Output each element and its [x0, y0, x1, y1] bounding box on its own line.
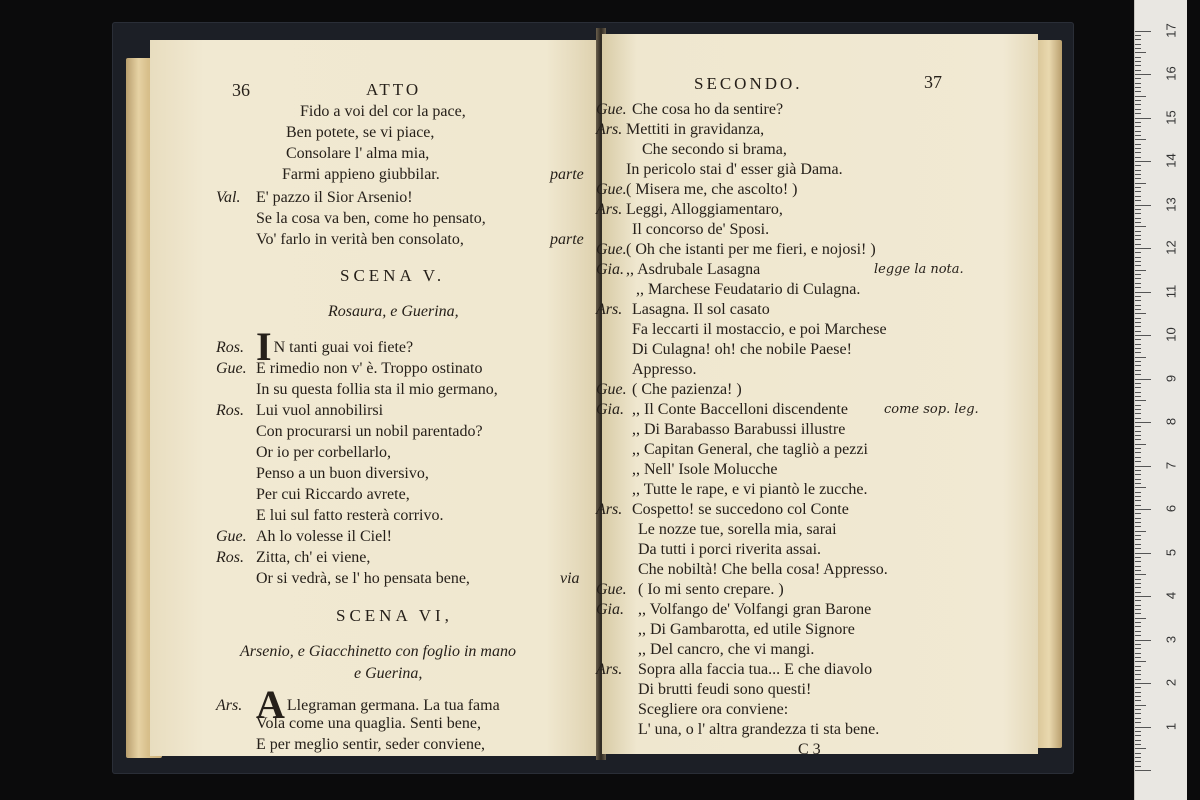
ruler-tick [1135, 261, 1141, 262]
ruler-number: 12 [1163, 240, 1179, 255]
ruler-tick [1135, 331, 1141, 332]
ruler-tick [1135, 196, 1141, 197]
running-head: ATTO [366, 80, 422, 99]
verse-line: In pericolo stai d' esser già Dama. [626, 161, 843, 178]
ruler-number: 9 [1163, 374, 1179, 382]
ruler-tick [1135, 374, 1141, 375]
ruler-tick [1135, 313, 1146, 314]
verse-line: Scegliere ora conviene: [638, 701, 789, 718]
ruler-tick [1135, 548, 1141, 549]
ruler-tick [1135, 257, 1141, 258]
ruler-tick [1135, 344, 1141, 345]
verse-line: Consolare l' alma mia, [286, 145, 430, 162]
ruler-tick [1135, 452, 1141, 453]
ruler-number: 14 [1163, 153, 1179, 168]
verse-line: ,, Marchese Feudatario di Culagna. [636, 281, 861, 298]
ruler-tick [1135, 487, 1146, 488]
ruler-tick [1135, 387, 1141, 388]
ruler-tick [1135, 766, 1141, 767]
ruler-tick [1135, 65, 1141, 66]
ruler-tick [1135, 592, 1141, 593]
ruler-tick [1135, 600, 1141, 601]
ruler-tick [1135, 435, 1141, 436]
ruler-tick [1135, 718, 1141, 719]
ruler-tick [1135, 713, 1141, 714]
ruler-tick [1135, 209, 1141, 210]
ruler-tick [1135, 44, 1141, 45]
ruler-tick [1135, 461, 1141, 462]
verse-line: ,, Asdrubale Lasagna [626, 261, 761, 278]
ruler-tick [1135, 318, 1141, 319]
ruler-tick [1135, 165, 1141, 166]
ruler-tick [1135, 287, 1141, 288]
ruler-number: 8 [1163, 417, 1179, 426]
ruler-tick [1135, 139, 1146, 140]
ruler-number: 11 [1163, 284, 1179, 298]
ruler-tick [1135, 222, 1141, 223]
ruler-tick [1135, 631, 1141, 632]
ruler-tick [1135, 152, 1141, 153]
speaker-label: Ars. [596, 121, 623, 138]
ruler-tick [1135, 492, 1141, 493]
ruler-number: 3 [1163, 635, 1179, 643]
ruler-tick [1135, 596, 1151, 597]
ruler-tick [1135, 500, 1141, 501]
ruler-tick [1135, 91, 1141, 92]
verse-line: ( Misera me, che ascolto! ) [626, 181, 798, 198]
ruler-tick [1135, 226, 1146, 227]
speaker-label: Val. [216, 189, 241, 206]
ruler-tick [1135, 61, 1141, 62]
verse-line: ,, Il Conte Baccelloni discendente [632, 401, 848, 418]
ruler-tick [1135, 83, 1141, 84]
verse-line: Che nobiltà! Che bella cosa! Appresso. [638, 561, 888, 578]
page-edges-right [1036, 40, 1062, 748]
verse-line: ,, Volfango de' Volfangi gran Barone [638, 601, 872, 618]
verse-line: Fido a voi del cor la pace, [300, 103, 466, 120]
ruler-number: 1 [1163, 722, 1179, 730]
verse-line: E per meglio sentir, seder conviene, [256, 736, 486, 753]
ruler-tick [1135, 409, 1141, 410]
drop-cap: I [256, 324, 272, 369]
ruler-tick [1135, 744, 1141, 745]
running-head: SECONDO. [694, 74, 803, 93]
ruler-tick [1135, 348, 1141, 349]
speaker-label: Gue. [596, 381, 627, 398]
speaker-label: Ros. [216, 402, 244, 419]
ruler-tick [1135, 579, 1141, 580]
ruler-tick [1135, 518, 1141, 519]
ruler-tick [1135, 666, 1141, 667]
ruler-tick [1135, 505, 1141, 506]
speaker-label: Gia. [596, 601, 624, 618]
ruler-tick [1135, 405, 1141, 406]
ruler-tick [1135, 561, 1141, 562]
verse-line: Con procurarsi un nobil parentado? [256, 423, 483, 440]
ruler-tick [1135, 235, 1141, 236]
ruler-tick [1135, 296, 1141, 297]
verse-line: Appresso. [632, 361, 697, 378]
speaker-label: Gia. [596, 261, 624, 278]
drop-cap: A [256, 682, 285, 727]
ruler-number: 17 [1163, 22, 1179, 38]
ruler-tick [1135, 78, 1141, 79]
verse-line: Di brutti feudi sono questi! [638, 681, 812, 698]
verse-line: Or si vedrà, se l' ho pensata bene, [256, 570, 470, 587]
right-page [596, 34, 1038, 758]
ruler-tick [1135, 213, 1141, 214]
ruler-tick [1135, 531, 1146, 532]
verse-line: L' una, o l' altra grandezza ti sta bene. [638, 721, 880, 738]
stage-direction: parte [550, 231, 584, 248]
ruler-tick [1135, 70, 1141, 71]
ruler-tick [1135, 100, 1141, 101]
ruler-tick [1135, 370, 1141, 371]
ruler-tick [1135, 239, 1141, 240]
speaker-label: Ars. [596, 201, 623, 218]
ruler-tick [1135, 278, 1141, 279]
ruler-number: 7 [1163, 461, 1179, 469]
ruler-tick [1135, 444, 1146, 445]
ruler-tick [1135, 770, 1151, 771]
ruler-tick [1135, 539, 1141, 540]
ruler-tick [1135, 413, 1141, 414]
ruler-tick [1135, 270, 1146, 271]
ruler-tick [1135, 696, 1141, 697]
ruler-tick [1135, 470, 1141, 471]
ruler-tick [1135, 553, 1151, 554]
ruler-tick [1135, 74, 1151, 75]
verse-line: Vola come una quaglia. Senti bene, [256, 715, 481, 732]
ruler-tick [1135, 122, 1141, 123]
speaker-label: Ros. [216, 549, 244, 566]
ruler-number: 10 [1163, 327, 1179, 342]
ruler-tick [1135, 87, 1141, 88]
ruler-tick [1135, 361, 1141, 362]
ruler-tick [1135, 761, 1141, 762]
ruler-tick [1135, 292, 1151, 293]
ruler-tick [1135, 457, 1141, 458]
verse-line: Cospetto! se succedono col Conte [632, 501, 849, 518]
ruler-tick [1135, 557, 1141, 558]
ruler-tick [1135, 618, 1146, 619]
scene-title: SCENA V. [340, 266, 446, 285]
stage-direction: via [560, 570, 580, 587]
ruler-tick [1135, 118, 1151, 119]
ruler-tick [1135, 131, 1141, 132]
verse-line: Di Culagna! oh! che nobile Paese! [632, 341, 852, 358]
ruler-tick [1135, 200, 1141, 201]
ruler-tick [1135, 48, 1141, 49]
ruler-tick [1135, 653, 1141, 654]
verse-line: Mettiti in gravidanza, [626, 121, 765, 138]
verse-line: Il concorso de' Sposi. [632, 221, 770, 238]
speaker-label: Gue. [596, 101, 627, 118]
ruler-number: 13 [1163, 196, 1179, 212]
ruler-tick [1135, 709, 1141, 710]
speaker-label: Ars. [216, 697, 243, 714]
ruler-tick [1135, 483, 1141, 484]
ruler-tick [1135, 157, 1141, 158]
ruler-tick [1135, 731, 1141, 732]
scene-cast: e Guerina, [354, 665, 423, 682]
verse-line: Or io per corbellarlo, [256, 444, 392, 461]
ruler-tick [1135, 39, 1141, 40]
ruler-tick [1135, 439, 1141, 440]
ruler-tick [1135, 135, 1141, 136]
ruler-tick [1135, 187, 1141, 188]
ruler-tick [1135, 31, 1151, 32]
ruler-tick [1135, 422, 1151, 423]
verse-line: Per cui Riccardo avrete, [256, 486, 410, 503]
verse-line: Che cosa ho da sentire? [632, 101, 784, 118]
ruler-tick [1135, 426, 1141, 427]
ruler-tick [1135, 670, 1141, 671]
stage-direction: parte [550, 166, 584, 183]
ruler-tick [1135, 57, 1141, 58]
verse-line: In su questa follia sta il mio germano, [256, 381, 498, 398]
ruler-tick [1135, 753, 1141, 754]
ruler-tick [1135, 526, 1141, 527]
verse-line: E lui sul fatto resterà corrivo. [256, 507, 444, 524]
speaker-label: Gue. [596, 581, 627, 598]
ruler-tick [1135, 392, 1141, 393]
verse-line: Che secondo si brama, [642, 141, 787, 158]
verse-line: Ben potete, se vi piace, [286, 124, 435, 141]
ruler-tick [1135, 431, 1141, 432]
verse-line: E rimedio non v' è. Troppo ostinato [256, 360, 483, 377]
ruler-tick [1135, 52, 1146, 53]
ruler-tick [1135, 144, 1141, 145]
ruler-tick [1135, 379, 1151, 380]
ruler-tick [1135, 700, 1141, 701]
ruler-tick [1135, 513, 1141, 514]
verse-line: I N tanti guai voi fiete? [256, 324, 414, 369]
ruler-tick [1135, 113, 1141, 114]
speaker-label: Gue. [596, 241, 627, 258]
ruler-tick [1135, 309, 1141, 310]
ruler-tick [1135, 748, 1146, 749]
verse-line: ( Che pazienza! ) [632, 381, 742, 398]
verse-line: Lui vuol annobilirsi [256, 402, 384, 419]
ruler-tick [1135, 466, 1151, 467]
verse-line: ,, Del cancro, che vi mangi. [638, 641, 815, 658]
verse-line: ( Io mi sento crepare. ) [638, 581, 784, 598]
ruler-tick [1135, 740, 1141, 741]
ruler-tick [1135, 635, 1141, 636]
ruler-tick [1135, 692, 1141, 693]
ruler-tick [1135, 605, 1141, 606]
ruler-tick [1135, 96, 1146, 97]
ruler-tick [1135, 757, 1141, 758]
verse-line: Le nozze tue, sorella mia, sarai [638, 521, 837, 538]
ruler-tick [1135, 104, 1141, 105]
ruler-tick [1135, 679, 1141, 680]
verse-line: Farmi appieno giubbilar. [282, 166, 440, 183]
handwritten-note: legge la nota. [874, 262, 964, 277]
ruler-tick [1135, 535, 1141, 536]
speaker-label: Gue. [216, 360, 247, 377]
speaker-label: Gia. [596, 401, 624, 418]
ruler-tick [1135, 609, 1141, 610]
ruler-tick [1135, 218, 1141, 219]
ruler-tick [1135, 544, 1141, 545]
ruler-tick [1135, 335, 1151, 336]
verse-line: Leggi, Alloggiamentaro, [626, 201, 783, 218]
ruler-tick [1135, 522, 1141, 523]
verse-line: Sopra alla faccia tua... E che diavolo [638, 661, 873, 678]
ruler-tick [1135, 727, 1151, 728]
ruler-tick [1135, 640, 1151, 641]
verse-line: Da tutti i porci riverita assai. [638, 541, 822, 558]
ruler-number: 4 [1163, 591, 1179, 600]
ruler-tick [1135, 396, 1141, 397]
scene-cast: Arsenio, e Giacchinetto con foglio in mano [240, 643, 516, 660]
verse-line: Ah lo volesse il Ciel! [256, 528, 392, 545]
ruler-tick [1135, 479, 1141, 480]
ruler-tick [1135, 148, 1141, 149]
ruler-tick [1135, 109, 1141, 110]
ruler-tick [1135, 496, 1141, 497]
ruler-number: 2 [1163, 678, 1179, 687]
speaker-label: Ars. [596, 661, 623, 678]
ruler-tick [1135, 126, 1141, 127]
ruler-tick [1135, 35, 1141, 36]
verse-line: Zitta, ch' ei viene, [256, 549, 371, 566]
ruler-tick [1135, 365, 1141, 366]
ruler-tick [1135, 687, 1141, 688]
scene-title: SCENA VI, [336, 606, 453, 625]
speaker-label: Ars. [596, 501, 623, 518]
ruler-tick [1135, 626, 1141, 627]
verse-line: Penso a un buon diversivo, [256, 465, 429, 482]
ruler-tick [1135, 170, 1141, 171]
ruler-tick [1135, 735, 1141, 736]
ruler-number: 15 [1163, 109, 1179, 125]
ruler-tick [1135, 322, 1141, 323]
ruler-number: 6 [1163, 504, 1179, 513]
ruler-tick [1135, 252, 1141, 253]
ruler-tick [1135, 191, 1141, 192]
ruler-tick [1135, 418, 1141, 419]
measuring-ruler [1134, 0, 1187, 800]
ruler-tick [1135, 657, 1141, 658]
verse-line: Lasagna. Il sol casato [632, 301, 770, 318]
ruler-tick [1135, 722, 1141, 723]
ruler-tick [1135, 339, 1141, 340]
ruler-tick [1135, 570, 1141, 571]
ruler-tick [1135, 622, 1141, 623]
ruler-tick [1135, 183, 1146, 184]
ruler-tick [1135, 231, 1141, 232]
ruler-tick [1135, 566, 1141, 567]
ruler-tick [1135, 178, 1141, 179]
ruler-tick [1135, 244, 1141, 245]
verse-line: ,, Di Gambarotta, ed utile Signore [638, 621, 855, 638]
ruler-tick [1135, 587, 1141, 588]
verse-line: ,, Nell' Isole Molucche [632, 461, 778, 478]
ruler-tick [1135, 661, 1146, 662]
ruler-tick [1135, 448, 1141, 449]
ruler-tick [1135, 283, 1141, 284]
ruler-tick [1135, 474, 1141, 475]
page-number: 37 [924, 72, 942, 92]
left-page [150, 40, 600, 756]
verse-line: Vo' farlo in verità ben consolato, [256, 231, 464, 248]
ruler-tick [1135, 161, 1151, 162]
ruler-tick [1135, 300, 1141, 301]
verse-line: Fa leccarti il mostaccio, e poi Marchese [632, 321, 887, 338]
ruler-tick [1135, 265, 1141, 266]
speaker-label: Gue. [216, 528, 247, 545]
ruler-tick [1135, 683, 1151, 684]
verse-line: ( Oh che istanti per me fieri, e nojosi! ) [626, 241, 876, 258]
ruler-tick [1135, 705, 1146, 706]
ruler-tick [1135, 248, 1151, 249]
signature-mark: C 3 [798, 741, 821, 758]
ruler-tick [1135, 583, 1141, 584]
verse-line: ,, Tutte le rape, e vi piantò le zucche. [632, 481, 868, 498]
ruler-tick [1135, 613, 1141, 614]
verse-line: Se la cosa va ben, come ho pensato, [256, 210, 486, 227]
handwritten-note: come sop. leg. [884, 402, 979, 417]
ruler-tick [1135, 305, 1141, 306]
speaker-label: Ars. [596, 301, 623, 318]
ruler-tick [1135, 274, 1141, 275]
verse-line: ,, Di Barabasso Barabussi illustre [632, 421, 846, 438]
ruler-tick [1135, 400, 1146, 401]
ruler-tick [1135, 205, 1151, 206]
ruler-tick [1135, 357, 1146, 358]
ruler-number: 16 [1163, 66, 1179, 81]
ruler-tick [1135, 174, 1141, 175]
verse-line: A Llegraman germana. La tua fama [256, 682, 500, 727]
ruler-tick [1135, 644, 1141, 645]
verse-line: ,, Capitan General, che tagliò a pezzi [632, 441, 868, 458]
ruler-tick [1135, 648, 1141, 649]
speaker-label: Gue. [596, 181, 627, 198]
ruler-tick [1135, 509, 1151, 510]
ruler-tick [1135, 574, 1146, 575]
ruler-number: 5 [1163, 548, 1179, 556]
ruler-tick [1135, 674, 1141, 675]
ruler-tick [1135, 383, 1141, 384]
ruler-tick [1135, 352, 1141, 353]
page-number: 36 [232, 80, 250, 100]
ruler-tick [1135, 326, 1141, 327]
scene-cast: Rosaura, e Guerina, [328, 303, 459, 320]
speaker-label: Ros. [216, 339, 244, 356]
verse-line: E' pazzo il Sior Arsenio! [256, 189, 413, 206]
